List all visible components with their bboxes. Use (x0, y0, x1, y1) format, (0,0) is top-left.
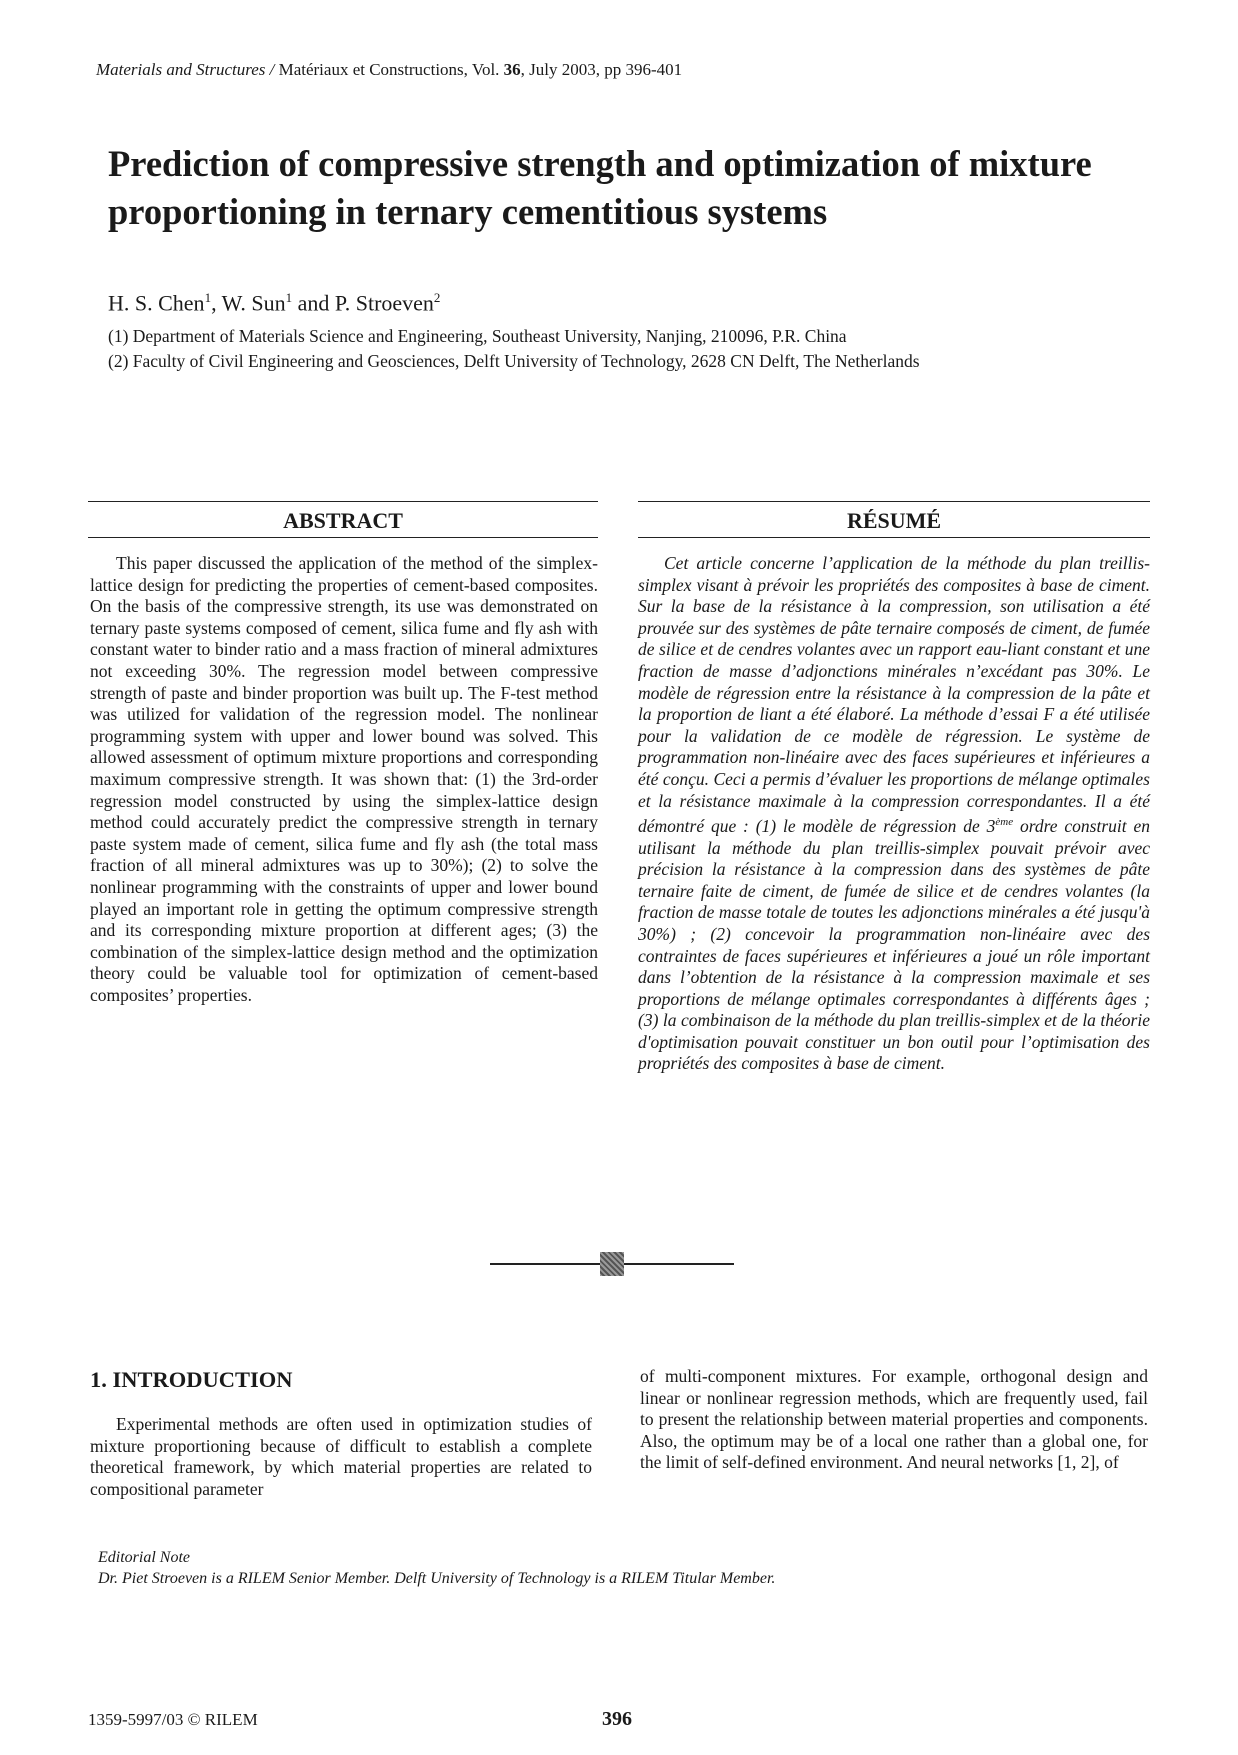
journal-volume: 36 (503, 60, 521, 79)
footer-issn: 1359-5997/03 © RILEM (88, 1710, 258, 1729)
author-name: P. Stroeven (334, 290, 434, 316)
editorial-note-label: Editorial Note (98, 1549, 190, 1566)
author-affil-marker: 1 (285, 290, 293, 305)
abstract-heading: ABSTRACT (88, 501, 598, 538)
author-list (108, 290, 440, 316)
journal-name-rest: Matériaux et Constructions, Vol. (274, 60, 504, 79)
journal-header (96, 60, 682, 80)
resume-text (638, 553, 1150, 1075)
journal-name-italic: Materials and Structures / (96, 60, 275, 79)
introduction-text-left: Experimental methods are often used in optimization studies of mixture proportioning because of difficult to establish a complete theoretical framework, by which material properties are related to compositional parameter (90, 1414, 592, 1499)
section-divider-line-left (490, 1263, 600, 1265)
editorial-note-text: Dr. Piet Stroeven is a RILEM Senior Member. Delft University of Technology is a RILEM Titular Member. (98, 1570, 776, 1587)
section-divider-line-right (624, 1263, 734, 1265)
section-divider-ornament (600, 1252, 624, 1276)
resume-text-part1: Cet article concerne l’application de la méthode du plan treillis-simplex visant à prévoir les propriétés des composites à base de ciment. Sur la base de la résistance à la compression, son utilisation a été prouvée sur des systèmes de pâte ternaire composés de ciment, de fumée de silice et de cendres volantes avec un rapport eau-liant constant et une fraction de masse d’adjonctions minérales n’excédant pas 30%. Le modèle de régression entre la résistance à la compression de la pâte et la proportion de liant a été élaboré. La méthode d’essai F a été utilisée pour la validation de ce modèle de régression. Le système de programmation non-linéaire avec des faces supérieures et inférieures a été conçu. Ceci a permis d’évaluer les proportions de mélange optimales et la résistance maximale à la compression correspondantes. Il a été démontré que : (1) le modèle de régression de 3 (638, 553, 1150, 836)
journal-issue-pages: , July 2003, pp 396-401 (520, 60, 683, 79)
affiliation-2: (2) Faculty of Civil Engineering and Geosciences, Delft University of Technology, 2628 CN Delft, The Netherlands (108, 351, 920, 371)
affiliation-1: (1) Department of Materials Science and Engineering, Southeast University, Nanjing, 210096, P.R. China (108, 326, 847, 346)
abstract-text: This paper discussed the application of the method of the simplex-lattice design for predicting the properties of cement-based composites. On the basis of the compressive strength, its use was demonstrated on ternary paste systems composed of cement, silica fume and fly ash with constant water to binder ratio and a mass fraction of mineral admixtures not exceeding 30%. The regression model between compressive strength of paste and binder proportion was built up. The F-test method was utilized for validation of the regression model. The nonlinear programming system with upper and lower bound was solved. This allowed assessment of optimum mixture proportions and corresponding maximum compressive strength. It was shown that: (1) the 3rd-order regression model constructed by using the simplex-lattice design method could accurately predict the compressive strength in ternary paste system made of cement, silica fume and fly ash (the total mass fraction of all mineral admixtures was up to 30%); (2) to solve the nonlinear programming with the constraints of upper and lower bound played an important role in getting the optimum compressive strength and its corresponding mixture proportion at different ages; (3) the combination of the simplex-lattice design method and the optimization theory could be valuable tool for optimization of cement-based composites’ properties. (90, 553, 598, 1005)
author-name: W. Sun (221, 290, 286, 316)
resume-ordinal-superscript: ème (995, 816, 1014, 829)
author-affil-marker: 2 (433, 290, 441, 305)
page-number: 396 (602, 1708, 632, 1730)
paper-title: Prediction of compressive strength and optimization of mixture proportioning in ternary cementitious systems (108, 143, 1092, 232)
author-name: H. S. Chen (108, 290, 205, 316)
introduction-heading: 1. INTRODUCTION (90, 1367, 293, 1392)
author-separator: , (211, 290, 222, 316)
resume-text-part2: ordre construit en utilisant la méthode du plan treillis-simplex pouvait prévoir avec précision la résistance à la compression dans des systèmes de pâte ternaire faite de ciment, de fumée de silice et de cendres volantes (la fraction de masse totale de toutes les adjonctions minérales a été jusqu'à 30%) ; (2) concevoir la programmation non-linéaire avec des contraintes de faces supérieures et inférieures a joué un rôle important dans l’obtention de la résistance à la compression maximale et ses proportions de mélange optimales correspondantes à différents âges ; (3) la combinaison de la méthode du plan treillis-simplex et de la théorie d'optimisation pouvait constituer un bon outil pour l’optimisation des propriétés des composites à base de ciment. (638, 815, 1150, 1074)
resume-heading: RÉSUMÉ (638, 501, 1150, 538)
author-affil-marker: 1 (204, 290, 212, 305)
author-separator: and (292, 290, 335, 316)
introduction-text-right: of multi-component mixtures. For example, orthogonal design and linear or nonlinear regression methods, which are frequently used, fail to present the relationship between material properties and components. Also, the optimum may be of a local one rather than a global one, for the limit of self-defined environment. And neural networks [1, 2], of (640, 1366, 1148, 1473)
